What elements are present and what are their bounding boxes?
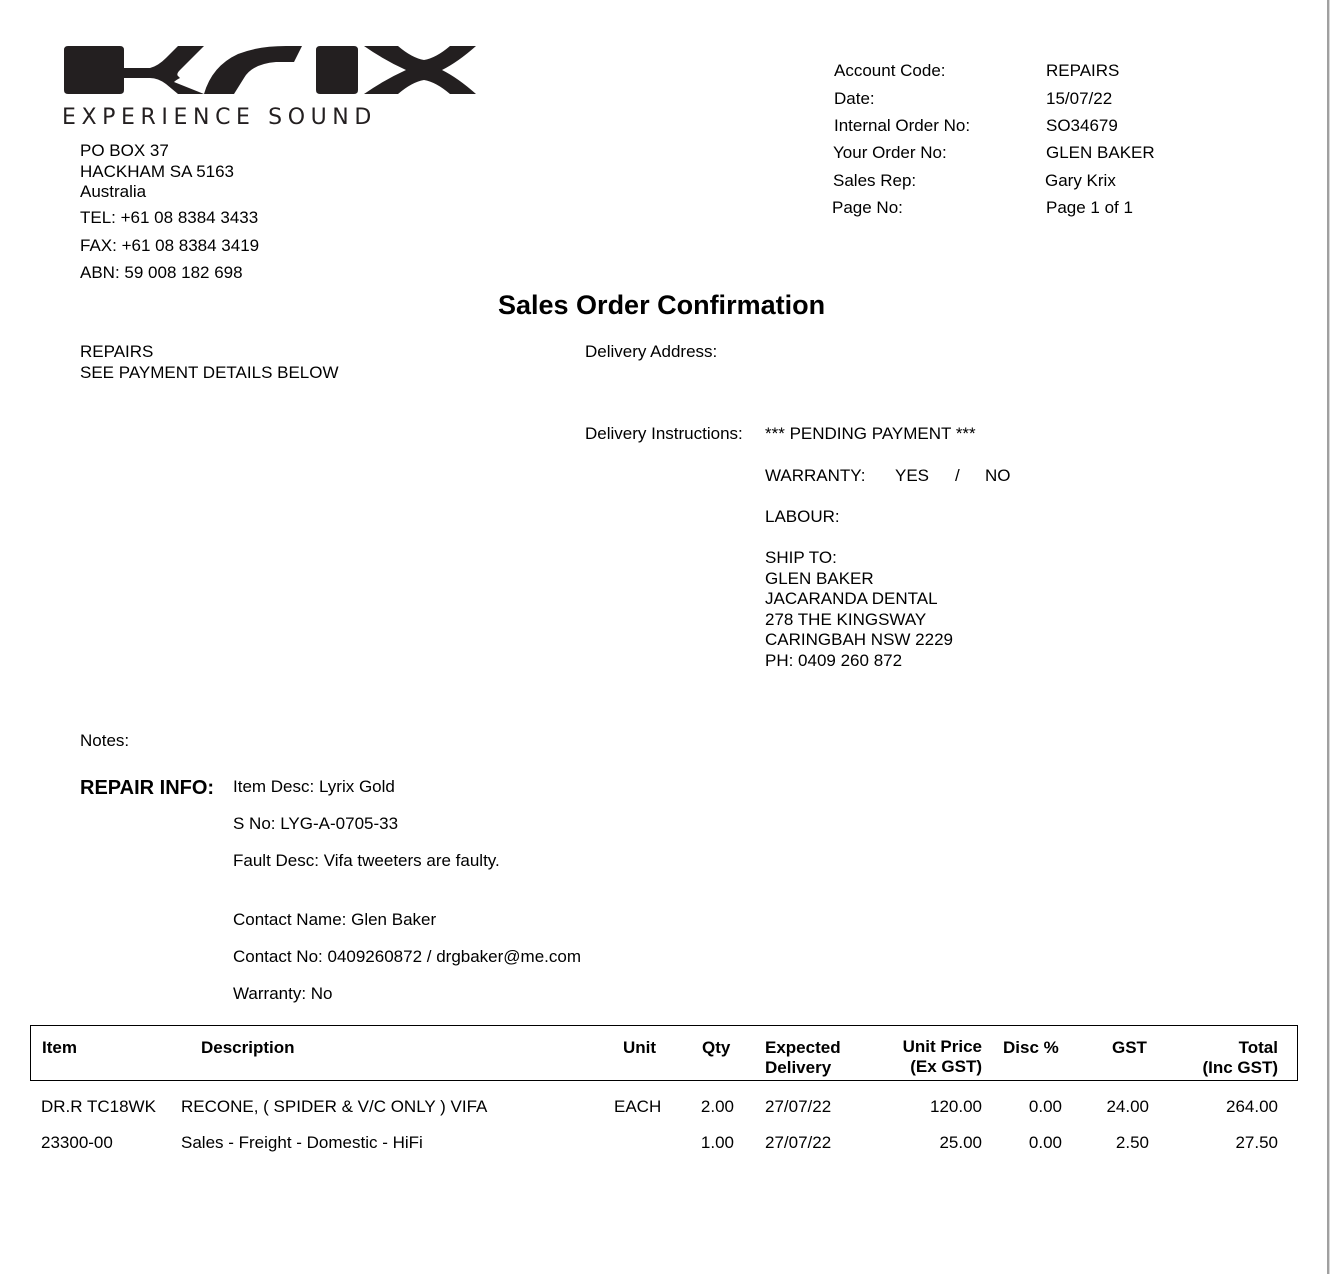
ship-to-line: CARINGBAH NSW 2229 [765, 630, 953, 649]
col-header-item: Item [42, 1038, 77, 1057]
sales-rep-value: Gary Krix [1045, 171, 1116, 190]
cell-unit: EACH [614, 1097, 662, 1116]
account-code-value: REPAIRS [1046, 61, 1120, 80]
cell-total: 264.00 [1226, 1097, 1278, 1116]
repair-serial-no: S No: LYG-A-0705-33 [233, 814, 399, 833]
cell-expected-delivery: 27/07/22 [765, 1097, 832, 1116]
cell-gst: 2.50 [1115, 1133, 1149, 1152]
page-no-label: Page No: [832, 198, 903, 217]
col-header-qty: Qty [702, 1038, 731, 1057]
account-code-label: Account Code: [834, 61, 946, 80]
warranty-yes: YES [895, 466, 930, 485]
repair-item-desc: Item Desc: Lyrix Gold [233, 777, 395, 796]
ship-to-line: 278 THE KINGSWAY [765, 609, 927, 629]
col-header-gst: GST [1112, 1038, 1147, 1057]
address-line: HACKHAM SA 5163 [80, 161, 235, 181]
ship-to-line: SHIP TO: [765, 548, 837, 567]
warranty-no: NO [985, 466, 1011, 485]
bill-to-line: SEE PAYMENT DETAILS BELOW [80, 362, 339, 382]
notes-label: Notes: [80, 731, 130, 750]
company-tel: TEL: +61 08 8384 3433 [80, 208, 259, 227]
pending-payment-note: *** PENDING PAYMENT *** [765, 424, 976, 443]
repair-fault-desc: Fault Desc: Vifa tweeters are faulty. [233, 851, 500, 870]
labour-label: LABOUR: [765, 507, 840, 526]
date-value: 15/07/22 [1046, 89, 1113, 108]
your-order-label: Your Order No: [833, 143, 947, 162]
col-header-disc: Disc % [1003, 1038, 1059, 1057]
cell-description: RECONE, ( SPIDER & V/C ONLY ) VIFA [181, 1097, 488, 1116]
cell-disc: 0.00 [1028, 1133, 1062, 1152]
ship-to-line: GLEN BAKER [765, 568, 874, 588]
col-header-total [1180, 1038, 1278, 1078]
ship-to-block [765, 548, 953, 671]
col-header-total-line1: Total [1238, 1038, 1278, 1057]
col-header-description: Description [201, 1038, 295, 1057]
col-header-unit-price [880, 1037, 982, 1077]
address-line: PO BOX 37 [80, 141, 169, 160]
col-header-expected-line2: Delivery [765, 1058, 832, 1077]
col-header-expected-line1: Expected [765, 1038, 841, 1057]
cell-expected-delivery: 27/07/22 [765, 1133, 832, 1152]
delivery-address-label: Delivery Address: [585, 342, 718, 361]
col-header-unit-price-line2: (Ex GST) [910, 1057, 982, 1076]
repair-contact-name: Contact Name: Glen Baker [233, 910, 437, 929]
repair-info-label: REPAIR INFO: [80, 777, 215, 799]
company-abn: ABN: 59 008 182 698 [80, 263, 243, 282]
repair-contact-no: Contact No: 0409260872 / drgbaker@me.com [233, 947, 582, 966]
cell-unit-price: 25.00 [939, 1133, 982, 1152]
cell-total: 27.50 [1235, 1133, 1278, 1152]
warranty-label: WARRANTY: [765, 466, 866, 485]
repair-warranty: Warranty: No [233, 984, 333, 1003]
cell-qty: 2.00 [700, 1097, 734, 1116]
page-edge-shadow [1329, 0, 1330, 1274]
delivery-instructions-label: Delivery Instructions: [585, 424, 743, 443]
warranty-separator: / [955, 466, 960, 485]
sales-rep-label: Sales Rep: [833, 171, 917, 190]
address-line: Australia [80, 182, 147, 201]
internal-order-label: Internal Order No: [834, 116, 971, 135]
company-fax: FAX: +61 08 8384 3419 [80, 236, 260, 255]
cell-unit-price: 120.00 [930, 1097, 982, 1116]
col-header-total-line2: (Inc GST) [1202, 1058, 1278, 1077]
page-title: Sales Order Confirmation [498, 290, 826, 320]
your-order-value: GLEN BAKER [1046, 143, 1155, 162]
cell-qty: 1.00 [700, 1133, 734, 1152]
page-no-value: Page 1 of 1 [1046, 198, 1133, 217]
col-header-unit: Unit [623, 1038, 657, 1057]
cell-item: DR.R TC18WK [41, 1097, 156, 1116]
ship-to-line: PH: 0409 260 872 [765, 650, 903, 670]
cell-item: 23300-00 [41, 1133, 113, 1152]
cell-disc: 0.00 [1028, 1097, 1062, 1116]
company-address [80, 141, 234, 203]
bill-to-block [80, 342, 339, 383]
logo-tagline: EXPERIENCE SOUND [62, 105, 377, 130]
ship-to-line: JACARANDA DENTAL [765, 589, 938, 608]
bill-to-line: REPAIRS [80, 342, 154, 361]
cell-gst: 24.00 [1106, 1097, 1149, 1116]
date-label: Date: [834, 89, 875, 108]
internal-order-value: SO34679 [1046, 116, 1118, 135]
cell-description: Sales - Freight - Domestic - HiFi [181, 1133, 423, 1152]
col-header-expected-delivery [765, 1038, 841, 1078]
col-header-unit-price-line1: Unit Price [902, 1037, 982, 1056]
